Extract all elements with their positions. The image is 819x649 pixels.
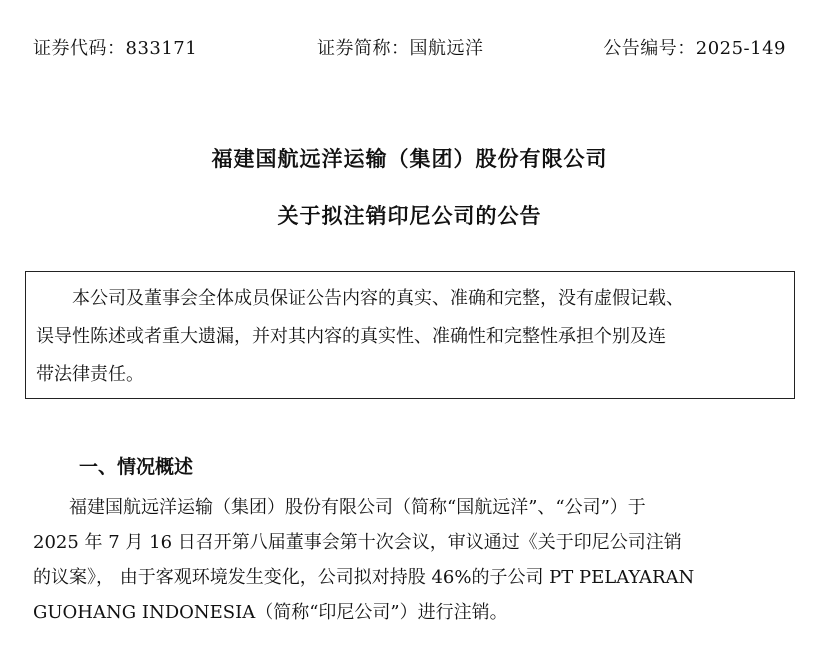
company-title: 福建国航远洋运输（集团）股份有限公司 [211, 147, 608, 171]
disclaimer-line: 带法律责任。 [36, 364, 144, 385]
announcement-title: 关于拟注销印尼公司的公告 [277, 204, 542, 228]
disclaimer-box [25, 271, 795, 399]
disclaimer-line: 误导性陈述或者重大遗漏，并对其内容的真实性、准确性和完整性承担个别及连 [36, 326, 666, 347]
section-heading: 一、情况概述 [79, 456, 194, 478]
announcement-number: 公告编号：2025-149 [603, 38, 786, 59]
body-line: 福建国航远洋运输（集团）股份有限公司（简称“国航远洋”、“公司”）于 [69, 497, 646, 518]
section-body [33, 490, 789, 630]
body-line: 2025 年 7 月 16 日召开第八届董事会第十次会议，审议通过《关于印尼公司注销 [33, 532, 682, 553]
security-code: 证券代码：833171 [33, 38, 198, 59]
body-line: 的议案》， 由于客观环境发生变化，公司拟对持股 46%的子公司 PT PELAYARAN [33, 567, 695, 588]
body-line: GUOHANG INDONESIA（简称“印尼公司”）进行注销。 [33, 602, 508, 623]
disclaimer-line: 本公司及董事会全体成员保证公告内容的真实、准确和完整，没有虚假记载、 [72, 288, 684, 309]
security-short-name: 证券简称：国航远洋 [316, 38, 484, 59]
announcement-header [33, 34, 786, 60]
